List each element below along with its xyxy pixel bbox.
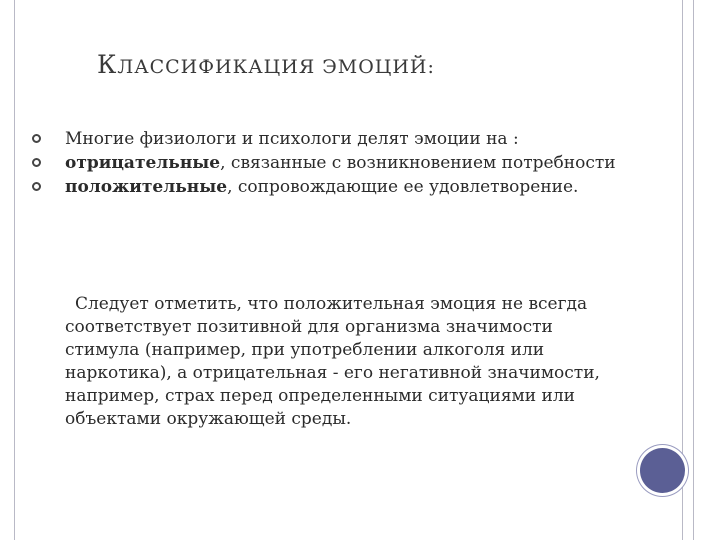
circle-bullet-icon	[32, 158, 41, 167]
bullet-item	[32, 128, 632, 151]
bullet-text: Многие физиологи и психологи делят эмоции на :	[65, 129, 519, 149]
bullet-text: , сопровождающие ее удовлетворение.	[227, 177, 579, 197]
nav-circle-icon[interactable]	[640, 448, 685, 493]
slide-title-initial: К	[97, 50, 118, 79]
bullet-text: , связанные с возникновением потребности	[220, 153, 616, 173]
circle-bullet-icon	[32, 134, 41, 143]
bullet-bold-text: положительные	[65, 177, 228, 197]
frame-line-right-inner	[693, 0, 694, 540]
bullet-item	[32, 152, 632, 175]
slide-title-rest: ЛАССИФИКАЦИЯ ЭМОЦИЙ:	[117, 56, 435, 78]
bullet-list	[32, 128, 632, 200]
body-paragraph	[65, 293, 625, 431]
circle-bullet-icon	[32, 182, 41, 191]
bullet-item	[32, 176, 632, 199]
frame-line-left	[14, 0, 15, 540]
bullet-bold-text: отрицательные	[65, 153, 221, 173]
slide-title	[97, 50, 435, 79]
body-paragraph-text: Следует отметить, что положительная эмоция не всегда соответствует позитивной для организма значимости стимула (например, при употреблении алкоголя или наркотика), а отрицательная - его негативной значимости, например, страх перед определенными ситуациями или объектами окружающей среды.	[65, 294, 600, 429]
